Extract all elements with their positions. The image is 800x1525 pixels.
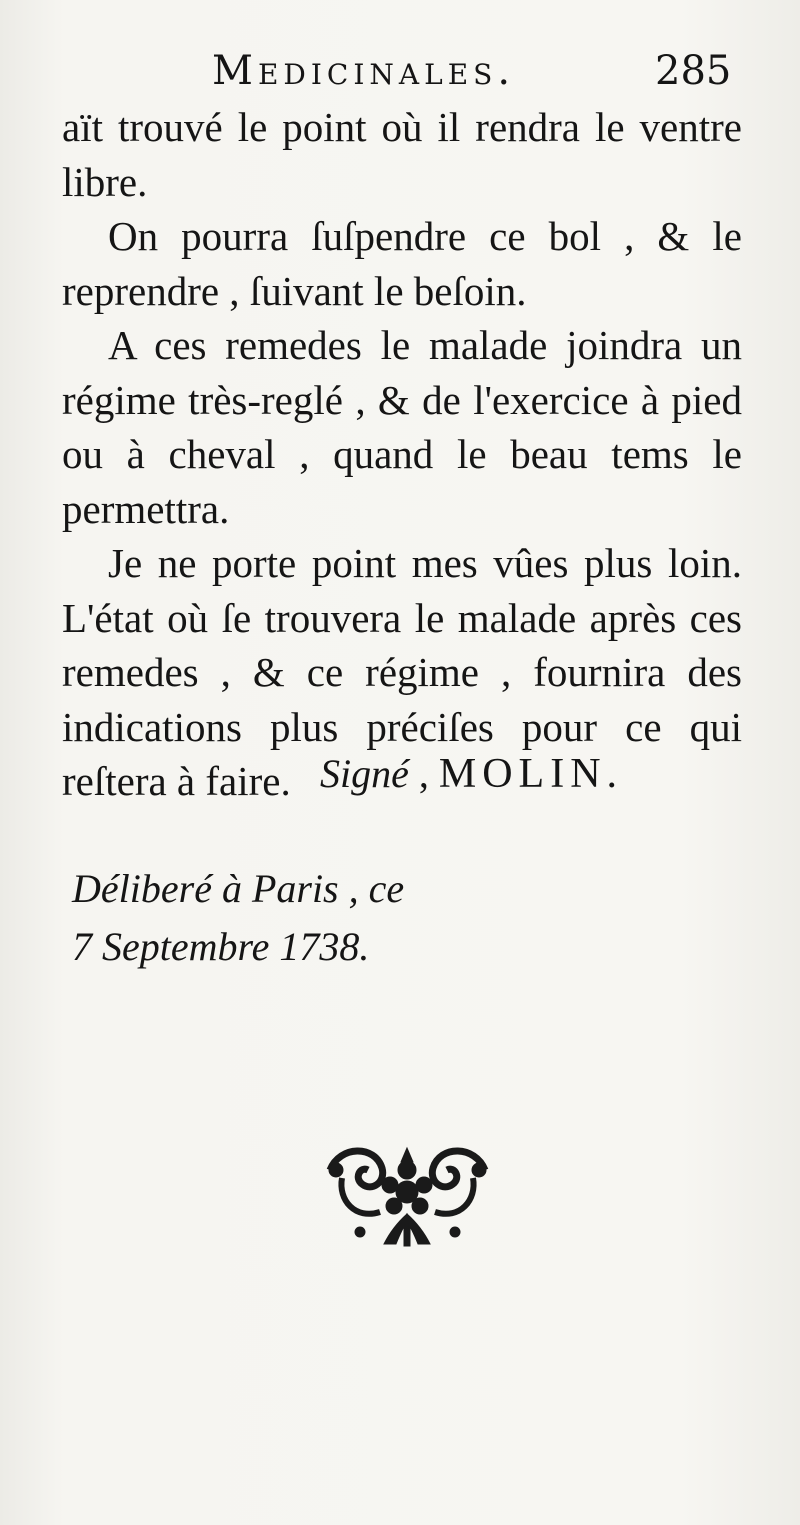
page-number: 285 (655, 48, 732, 94)
paragraph: Je ne porte point mes vûes plus loin. L'état où ſe trouvera le malade après ces remedes , & ce régime , fournira des indications plus préciſes pour ce qui reſtera à faire. (62, 540, 742, 804)
dateline-place: Déliberé à Paris , ce (72, 866, 405, 911)
page-header (0, 48, 800, 98)
signatory-name: MOLIN. (438, 751, 624, 797)
paragraph-continuation: aït trouvé le point où il rendra le ventre libre. (62, 104, 742, 205)
signature-separator: , (408, 751, 439, 796)
dateline-date: 7 Septembre 1738. (72, 924, 370, 969)
paragraph: A ces remedes le malade joindra un régime très-reglé , & de l'exercice à pied ou à cheval , quand le beau tems le permettra. (62, 322, 742, 532)
body-text (62, 100, 742, 809)
floral-tailpiece-ornament-icon (320, 1140, 495, 1250)
signed-label: Signé (320, 751, 409, 796)
signature-line (320, 750, 623, 798)
paragraph: On pourra ſuſpendre ce bol , & le reprendre , ſuivant le beſoin. (62, 213, 742, 314)
running-head: Medicinales. (212, 48, 516, 94)
dateline (72, 860, 404, 976)
